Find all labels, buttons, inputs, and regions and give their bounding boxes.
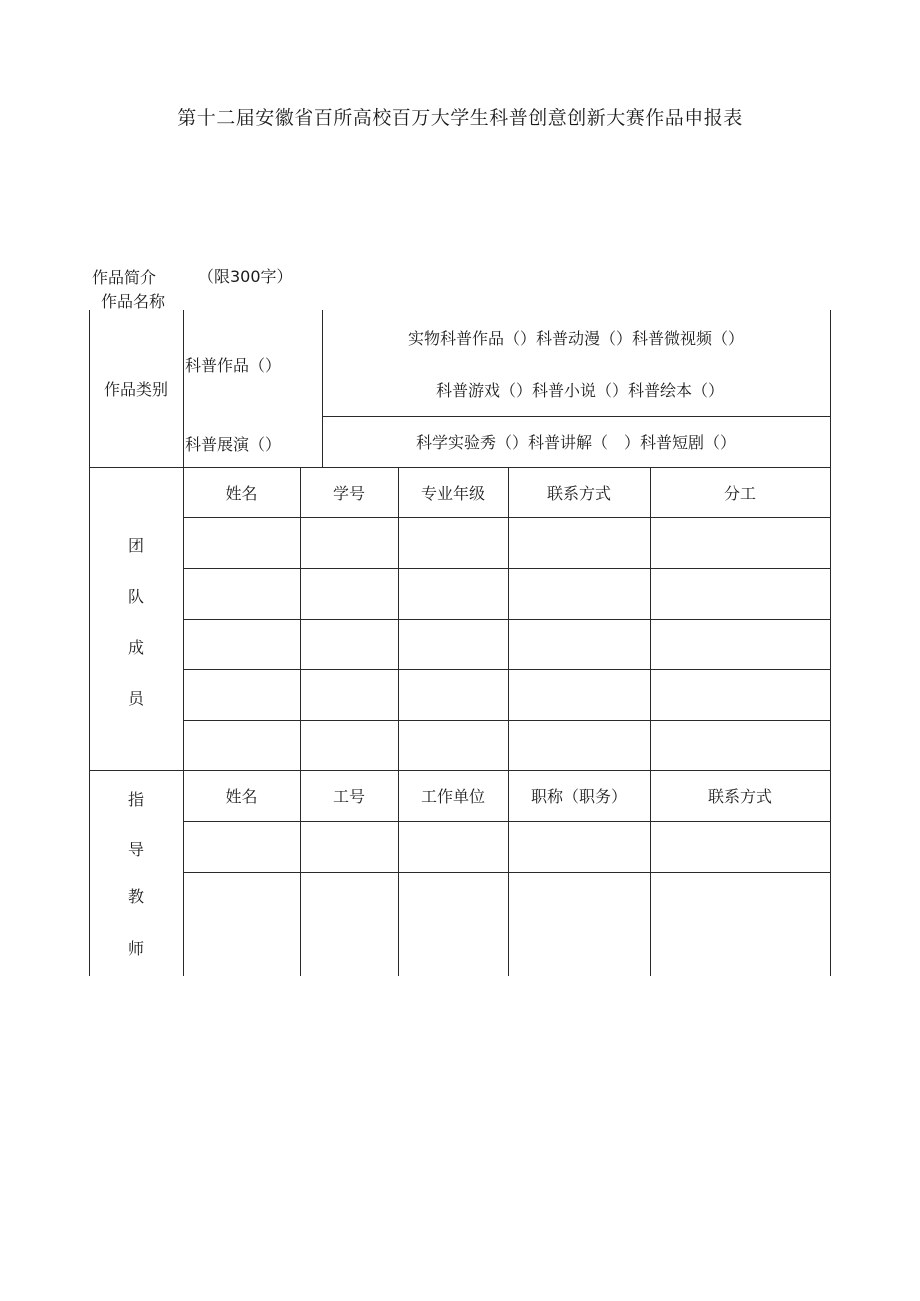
advisor-label-char: 师: [127, 939, 144, 958]
team-row-line: [183, 720, 830, 721]
divider-col-5: [650, 467, 651, 976]
team-header-major-grade: 专业年级: [420, 483, 485, 503]
intro-limit: （限300字）: [198, 267, 293, 286]
advisor-label-char: 导: [127, 840, 144, 859]
team-label-char: 团: [127, 536, 144, 555]
kepu-show-options: 科学实验秀（）科普讲解（ ）科普短剧（）: [415, 433, 736, 452]
work-name-label: 作品名称: [101, 292, 166, 311]
team-label-char: 成: [127, 638, 144, 657]
kepu-works-label: 科普作品（）: [185, 356, 282, 375]
category-label: 作品类别: [103, 380, 168, 399]
advisor-label-char: 指: [127, 790, 144, 809]
team-header-student-id: 学号: [332, 483, 365, 503]
team-header-contact: 联系方式: [546, 483, 611, 503]
advisor-row-line: [183, 872, 830, 873]
team-label-char: 员: [127, 689, 144, 708]
team-header-name: 姓名: [225, 483, 258, 503]
table-border-right: [830, 310, 831, 976]
team-row-line: [183, 669, 830, 670]
team-row-line: [183, 568, 830, 569]
advisor-header-title: 职称（职务）: [530, 787, 627, 806]
team-header-role: 分工: [723, 483, 756, 503]
team-row-line: [183, 517, 830, 518]
team-row-line: [183, 619, 830, 620]
divider-label-column: [183, 310, 184, 976]
divider-col-4: [508, 467, 509, 976]
advisor-header-contact: 联系方式: [707, 787, 772, 806]
advisor-row-line: [183, 821, 830, 822]
advisor-label-char: 教: [127, 887, 144, 906]
advisor-header-staff-id: 工号: [332, 787, 365, 806]
advisor-header-work-unit: 工作单位: [420, 787, 485, 806]
divider-col-2: [300, 467, 301, 976]
kepu-works-options-line2: 科普游戏（）科普小说（）科普绘本（）: [435, 380, 724, 400]
page-title: 第十二届安徽省百所高校百万大学生科普创意创新大赛作品申报表: [177, 107, 743, 129]
kepu-works-options-line1: 实物科普作品（）科普动漫（）科普微视频（）: [407, 328, 744, 348]
team-label-char: 队: [127, 587, 144, 606]
divider-col-3: [398, 467, 399, 976]
kepu-show-label: 科普展演（）: [185, 435, 282, 454]
intro-label: 作品简介: [92, 268, 157, 287]
advisor-header-name: 姓名: [225, 787, 258, 806]
